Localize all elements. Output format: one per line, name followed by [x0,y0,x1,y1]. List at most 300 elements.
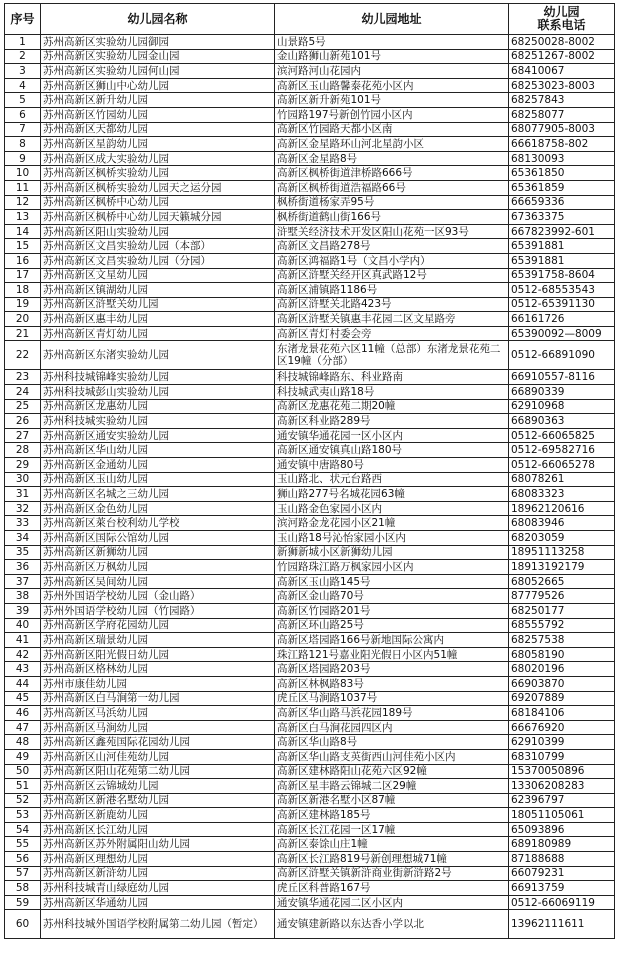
cell-phone: 62396797 [509,793,615,808]
table-row [5,779,615,794]
cell-phone: 18051105061 [509,808,615,823]
cell-phone: 68310799 [509,749,615,764]
cell-address: 虎丘区科普路167号 [275,881,509,896]
cell-address: 高新区文昌路278号 [275,239,509,254]
cell-name: 苏州高新区云锦城幼儿园 [41,779,275,794]
cell-index: 16 [5,253,41,268]
cell-phone: 66676920 [509,720,615,735]
cell-name: 苏州高新区鑫苑国际花园幼儿园 [41,735,275,750]
cell-address: 通安镇华通花园一区小区内 [275,428,509,443]
cell-name: 苏州高新区龙惠幼儿园 [41,399,275,414]
cell-phone: 66079231 [509,866,615,881]
table-row [5,662,615,677]
table-row [5,793,615,808]
cell-address: 高新区通安镇真山路180号 [275,443,509,458]
cell-address: 高新区白马涧花园四区内 [275,720,509,735]
cell-address: 虎丘区马涧路1037号 [275,691,509,706]
cell-name: 苏州高新区枫桥实验幼儿园 [41,166,275,181]
table-row [5,749,615,764]
cell-address: 高新区科业路289号 [275,414,509,429]
header-phone-line2: 联系电话 [537,18,586,32]
cell-address: 高新区华山路8号 [275,735,509,750]
cell-name: 苏州高新区名城之三幼儿园 [41,487,275,502]
cell-phone: 66890363 [509,414,615,429]
cell-index: 17 [5,268,41,283]
table-row [5,866,615,881]
cell-phone: 69207889 [509,691,615,706]
table-row [5,49,615,64]
cell-name: 苏州高新区华通幼儿园 [41,895,275,910]
cell-address: 高新区华山路支英街西山河佳苑小区内 [275,749,509,764]
cell-index: 44 [5,676,41,691]
table-row [5,268,615,283]
table-row [5,706,615,721]
cell-index: 53 [5,808,41,823]
cell-name: 苏州高新区新狮幼儿园 [41,545,275,560]
cell-name: 苏州高新区镇湖幼儿园 [41,283,275,298]
cell-address: 玉山路北、状元台路西 [275,472,509,487]
cell-phone: 68078261 [509,472,615,487]
table-row [5,370,615,385]
cell-phone: 68203059 [509,531,615,546]
table-row [5,210,615,225]
cell-address: 浒墅关经济技术开发区阳山花苑一区93号 [275,224,509,239]
table-row [5,326,615,341]
cell-phone: 0512-68553543 [509,283,615,298]
table-row [5,735,615,750]
cell-phone: 0512-66069119 [509,895,615,910]
cell-name: 苏州高新区文昌实验幼儿园（本部） [41,239,275,254]
cell-address: 高新区枫桥街道浩福路66号 [275,180,509,195]
cell-phone: 68083946 [509,516,615,531]
cell-phone: 0512-66065278 [509,458,615,473]
cell-address: 高新区长江路819号新创理想城71幢 [275,852,509,867]
cell-name: 苏州高新区玉山幼儿园 [41,472,275,487]
cell-name: 苏州高新区天都幼儿园 [41,122,275,137]
cell-index: 5 [5,93,41,108]
cell-name: 苏州高新区星韵幼儿园 [41,137,275,152]
cell-name: 苏州高新区苏外附属阳山幼儿园 [41,837,275,852]
cell-address: 高新区长江花园一区17幢 [275,822,509,837]
cell-address: 高新区浦镇路1186号 [275,283,509,298]
cell-index: 1 [5,35,41,50]
cell-index: 56 [5,852,41,867]
cell-name: 苏州高新区吴间幼儿园 [41,574,275,589]
cell-index: 34 [5,531,41,546]
cell-address: 滨河路金龙花园小区21幢 [275,516,509,531]
cell-phone: 87188688 [509,852,615,867]
cell-phone: 0512-69582716 [509,443,615,458]
cell-phone: 68250028-8002 [509,35,615,50]
cell-name: 苏州科技城彭山实验幼儿园 [41,385,275,400]
cell-address: 山景路5号 [275,35,509,50]
cell-address: 高新区新港名墅小区87幢 [275,793,509,808]
cell-index: 40 [5,618,41,633]
cell-phone: 18951113258 [509,545,615,560]
cell-index: 3 [5,64,41,79]
table-row [5,180,615,195]
table-row [5,78,615,93]
table-row [5,516,615,531]
cell-address: 高新区塔园路166号新地国际公寓内 [275,633,509,648]
cell-phone: 0512-66065825 [509,428,615,443]
table-row [5,647,615,662]
cell-phone: 66913759 [509,881,615,896]
cell-phone: 0512-65391130 [509,297,615,312]
table-row [5,691,615,706]
cell-index: 50 [5,764,41,779]
cell-name: 苏州科技城锦峰实验幼儿园 [41,370,275,385]
cell-address: 东渚龙景花苑六区11幢（总部）东渚龙景花苑二区19幢（分部） [275,341,509,370]
cell-index: 24 [5,385,41,400]
cell-phone: 68184106 [509,706,615,721]
table-row [5,837,615,852]
table-row [5,676,615,691]
cell-address: 狮山路277号名城花园63幢 [275,487,509,502]
cell-address: 高新区枫桥街道津桥路666号 [275,166,509,181]
table-row [5,589,615,604]
cell-name: 苏州高新区新浒幼儿园 [41,866,275,881]
cell-index: 52 [5,793,41,808]
cell-name: 苏州高新区枫桥实验幼儿园天之运分园 [41,180,275,195]
cell-index: 4 [5,78,41,93]
cell-phone: 68250177 [509,603,615,618]
cell-address: 珠江路121号嘉业阳光假日小区内51幢 [275,647,509,662]
table-row [5,239,615,254]
cell-phone: 87779526 [509,589,615,604]
cell-phone: 66659336 [509,195,615,210]
cell-address: 高新区竹园路天都小区南 [275,122,509,137]
cell-name: 苏州高新区金通幼儿园 [41,458,275,473]
cell-phone: 66910557-8116 [509,370,615,385]
table-row [5,195,615,210]
table-row [5,312,615,327]
cell-name: 苏州高新区成大实验幼儿园 [41,151,275,166]
cell-address: 玉山路金色家园小区内 [275,501,509,516]
cell-name: 苏州高新区阳山花苑第二幼儿园 [41,764,275,779]
cell-index: 8 [5,137,41,152]
cell-index: 7 [5,122,41,137]
table-row [5,107,615,122]
kindergarten-table-container [4,3,615,939]
header-address: 幼儿园地址 [275,4,509,35]
cell-name: 苏州高新区格林幼儿园 [41,662,275,677]
table-row [5,472,615,487]
table-row [5,283,615,298]
table-row [5,881,615,896]
cell-index: 31 [5,487,41,502]
cell-index: 49 [5,749,41,764]
cell-index: 32 [5,501,41,516]
cell-address: 通安镇中唐路80号 [275,458,509,473]
cell-index: 35 [5,545,41,560]
cell-phone: 68077905-8003 [509,122,615,137]
cell-index: 28 [5,443,41,458]
table-row [5,458,615,473]
table-row [5,35,615,50]
cell-index: 38 [5,589,41,604]
cell-index: 33 [5,516,41,531]
cell-address: 高新区玉山路145号 [275,574,509,589]
cell-address: 高新区青灯村委会旁 [275,326,509,341]
table-row [5,822,615,837]
cell-index: 59 [5,895,41,910]
cell-index: 39 [5,603,41,618]
cell-index: 46 [5,706,41,721]
cell-name: 苏州高新区长江幼儿园 [41,822,275,837]
table-row [5,297,615,312]
cell-phone: 68555792 [509,618,615,633]
table-row [5,122,615,137]
cell-index: 57 [5,866,41,881]
cell-name: 苏州高新区马浜幼儿园 [41,706,275,721]
cell-phone: 68020196 [509,662,615,677]
cell-name: 苏州高新区国际公馆幼儿园 [41,531,275,546]
cell-address: 高新区竹园路201号 [275,603,509,618]
cell-address: 通安镇建新路以东达香小学以北 [275,910,509,939]
cell-address: 枫桥街道鹤山街166号 [275,210,509,225]
table-row [5,852,615,867]
cell-name: 苏州高新区理想幼儿园 [41,852,275,867]
cell-address: 高新区玉山路馨泰花苑小区内 [275,78,509,93]
table-row [5,633,615,648]
cell-index: 54 [5,822,41,837]
cell-address: 高新区金星路环山河北星韵小区 [275,137,509,152]
cell-phone: 18913192179 [509,560,615,575]
cell-index: 27 [5,428,41,443]
table-row [5,574,615,589]
cell-name: 苏州高新区萊台校利幼儿学校 [41,516,275,531]
cell-name: 苏州高新区青灯幼儿园 [41,326,275,341]
cell-name: 苏州高新区文昌实验幼儿园（分园） [41,253,275,268]
table-row [5,414,615,429]
cell-address: 高新区林枫路83号 [275,676,509,691]
cell-phone: 68257843 [509,93,615,108]
table-row [5,501,615,516]
header-index: 序号 [5,4,41,35]
cell-address: 枫桥街道杨家弄95号 [275,195,509,210]
cell-address: 通安镇华通花园二区小区内 [275,895,509,910]
cell-phone: 65391881 [509,253,615,268]
cell-index: 2 [5,49,41,64]
cell-name: 苏州外国语学校幼儿园（金山路） [41,589,275,604]
cell-index: 43 [5,662,41,677]
cell-name: 苏州高新区实验幼儿园金山园 [41,49,275,64]
table-row [5,137,615,152]
header-phone-line1: 幼儿园 [543,5,580,19]
cell-name: 苏州外国语学校幼儿园（竹园路） [41,603,275,618]
table-row [5,443,615,458]
cell-name: 苏州高新区东渚实验幼儿园 [41,341,275,370]
cell-address: 高新区浒墅关镇新浒商业街新浒路2号 [275,866,509,881]
cell-phone: 62910399 [509,735,615,750]
cell-index: 11 [5,180,41,195]
cell-phone: 66890339 [509,385,615,400]
cell-index: 23 [5,370,41,385]
cell-address: 高新区星丰路云锦城二区29幢 [275,779,509,794]
cell-name: 苏州高新区文星幼儿园 [41,268,275,283]
cell-name: 苏州高新区竹园幼儿园 [41,107,275,122]
cell-name: 苏州高新区华山幼儿园 [41,443,275,458]
table-row [5,341,615,370]
cell-index: 19 [5,297,41,312]
cell-address: 高新区环山路25号 [275,618,509,633]
cell-address: 高新区金山路70号 [275,589,509,604]
cell-index: 20 [5,312,41,327]
cell-name: 苏州高新区狮山中心幼儿园 [41,78,275,93]
cell-name: 苏州高新区瑞景幼儿园 [41,633,275,648]
table-row [5,399,615,414]
table-row [5,531,615,546]
cell-phone: 65391758-8604 [509,268,615,283]
cell-phone: 66903870 [509,676,615,691]
cell-phone: 66161726 [509,312,615,327]
cell-phone: 13962111611 [509,910,615,939]
table-row [5,545,615,560]
table-row [5,910,615,939]
cell-index: 6 [5,107,41,122]
header-name: 幼儿园名称 [41,4,275,35]
cell-phone: 18962120616 [509,501,615,516]
cell-name: 苏州高新区山河佳苑幼儿园 [41,749,275,764]
table-row [5,764,615,779]
cell-index: 29 [5,458,41,473]
cell-index: 21 [5,326,41,341]
cell-address: 科技城武夷山路18号 [275,385,509,400]
cell-index: 22 [5,341,41,370]
cell-address: 新狮新城小区新狮幼儿园 [275,545,509,560]
cell-address: 高新区建林路阳山花苑六区92幢 [275,764,509,779]
cell-phone: 689180989 [509,837,615,852]
cell-name: 苏州高新区阳光假日幼儿园 [41,647,275,662]
cell-name: 苏州高新区新鹿幼儿园 [41,808,275,823]
cell-phone: 68410067 [509,64,615,79]
cell-phone: 68130093 [509,151,615,166]
cell-name: 苏州高新区惠丰幼儿园 [41,312,275,327]
cell-address: 高新区浒墅关镇惠丰花园二区文星路旁 [275,312,509,327]
cell-name: 苏州高新区浒墅关幼儿园 [41,297,275,312]
cell-address: 玉山路18号沁怡家园小区内 [275,531,509,546]
cell-address: 竹园路197号新创竹园小区内 [275,107,509,122]
cell-phone: 62910968 [509,399,615,414]
cell-name: 苏州高新区马涧幼儿园 [41,720,275,735]
cell-name: 苏州高新区白马涧第一幼儿园 [41,691,275,706]
cell-index: 9 [5,151,41,166]
table-row [5,166,615,181]
table-body [5,35,615,939]
cell-index: 25 [5,399,41,414]
cell-name: 苏州高新区枫桥中心幼儿园天籁城分园 [41,210,275,225]
cell-phone: 68253023-8003 [509,78,615,93]
cell-phone: 68257538 [509,633,615,648]
cell-address: 竹园路珠江路万枫家园小区内 [275,560,509,575]
cell-phone: 65361850 [509,166,615,181]
table-row [5,560,615,575]
cell-phone: 68058190 [509,647,615,662]
cell-name: 苏州高新区学府花园幼儿园 [41,618,275,633]
cell-name: 苏州高新区万枫幼儿园 [41,560,275,575]
cell-index: 48 [5,735,41,750]
cell-address: 高新区龙惠花苑二期20幢 [275,399,509,414]
table-row [5,428,615,443]
cell-index: 60 [5,910,41,939]
cell-address: 高新区新升新苑101号 [275,93,509,108]
cell-phone: 667823992-601 [509,224,615,239]
table-row [5,64,615,79]
table-row [5,224,615,239]
cell-index: 14 [5,224,41,239]
cell-phone: 13306208283 [509,779,615,794]
table-row [5,385,615,400]
cell-phone: 65361859 [509,180,615,195]
cell-phone: 65391881 [509,239,615,254]
cell-phone: 67363375 [509,210,615,225]
cell-index: 15 [5,239,41,254]
cell-index: 13 [5,210,41,225]
cell-index: 30 [5,472,41,487]
cell-phone: 68258077 [509,107,615,122]
cell-phone: 68083323 [509,487,615,502]
cell-name: 苏州高新区新港名墅幼儿园 [41,793,275,808]
cell-index: 37 [5,574,41,589]
header-phone [509,4,615,35]
cell-index: 36 [5,560,41,575]
cell-index: 42 [5,647,41,662]
cell-name: 苏州科技城实验幼儿园 [41,414,275,429]
table-row [5,618,615,633]
table-row [5,151,615,166]
cell-address: 科技城锦峰路东、科业路南 [275,370,509,385]
cell-address: 滨河路河山花园内 [275,64,509,79]
cell-phone: 0512-66891090 [509,341,615,370]
table-row [5,720,615,735]
cell-phone: 66618758-802 [509,137,615,152]
cell-address: 高新区浒墅关经开区真武路12号 [275,268,509,283]
table-row [5,808,615,823]
cell-address: 高新区金星路8号 [275,151,509,166]
cell-address: 高新区华山路马浜花园189号 [275,706,509,721]
cell-address: 高新区塔园路203号 [275,662,509,677]
cell-index: 12 [5,195,41,210]
cell-name: 苏州高新区新升幼儿园 [41,93,275,108]
cell-index: 55 [5,837,41,852]
cell-name: 苏州高新区枫桥中心幼儿园 [41,195,275,210]
cell-name: 苏州高新区通安实验幼儿园 [41,428,275,443]
table-row [5,253,615,268]
cell-phone: 65093896 [509,822,615,837]
cell-index: 18 [5,283,41,298]
cell-index: 45 [5,691,41,706]
cell-index: 26 [5,414,41,429]
cell-index: 10 [5,166,41,181]
cell-index: 41 [5,633,41,648]
cell-phone: 15370050896 [509,764,615,779]
table-row [5,487,615,502]
cell-address: 高新区鸿福路1号（文昌小学内） [275,253,509,268]
cell-phone: 65390092—8009 [509,326,615,341]
table-header-row [5,4,615,35]
cell-name: 苏州市康佳幼儿园 [41,676,275,691]
cell-address: 高新区浒墅关北路423号 [275,297,509,312]
table-row [5,895,615,910]
kindergarten-table [4,3,615,939]
cell-phone: 68251267-8002 [509,49,615,64]
cell-address: 高新区泰馀山庄1幢 [275,837,509,852]
cell-address: 金山路狮山新苑101号 [275,49,509,64]
cell-phone: 68052665 [509,574,615,589]
cell-index: 58 [5,881,41,896]
cell-index: 51 [5,779,41,794]
